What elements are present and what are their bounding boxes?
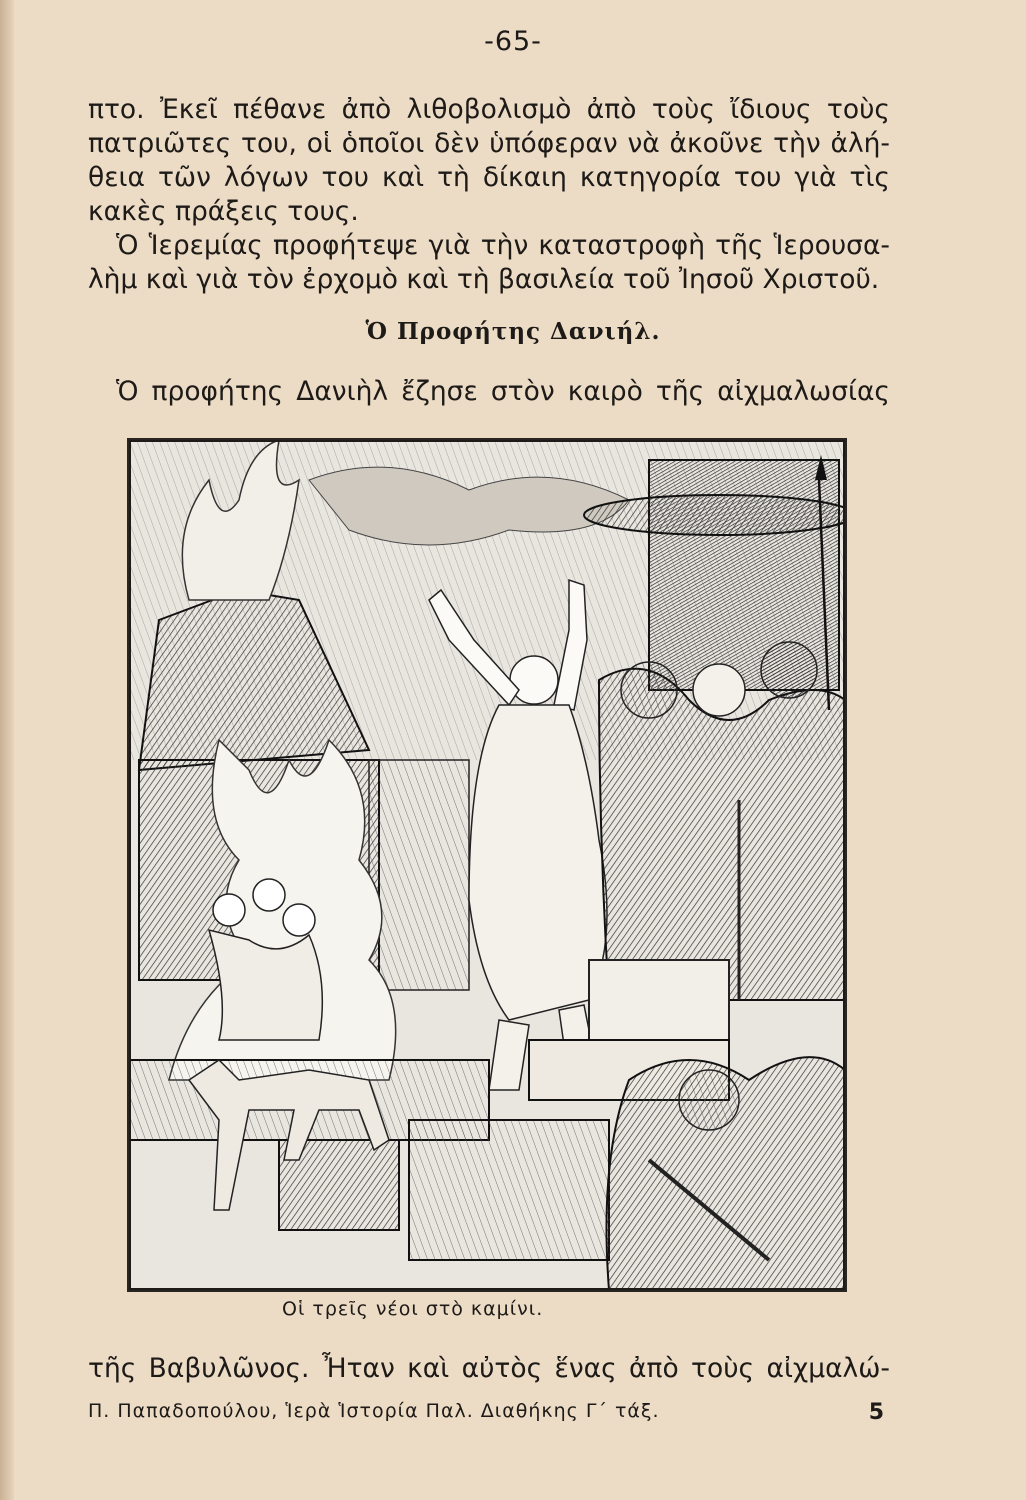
text-line: Ὁ προφήτης Δανιὴλ ἔζησε στὸν καιρὸ τῆς αἰχμαλωσίας <box>116 376 890 407</box>
footer-book-title: Π. Παπαδοπούλου, Ἱερὰ Ἱστορία Παλ. Διαθήκης Γ΄ τάξ. <box>88 1400 660 1422</box>
binding-gutter <box>0 0 14 1500</box>
page-footer <box>88 1400 884 1425</box>
text-line: θεια τῶν λόγων του καὶ τὴ δίκαιη κατηγορία του γιὰ τὶς <box>88 162 890 193</box>
text-line: λὴμ καὶ γιὰ τὸν ἐρχομὸ καὶ τὴ βασιλεία τοῦ Ἰησοῦ Χριστοῦ. <box>88 264 880 295</box>
paragraph-top <box>88 93 890 297</box>
text-line: πτο. Ἐκεῖ πέθανε ἀπὸ λιθοβολισμὸ ἀπὸ τοὺς ἴδιους τοὺς <box>88 94 890 125</box>
paragraph-daniel <box>88 375 890 409</box>
section-heading: Ὁ Προφήτης Δανιήλ. <box>365 318 661 345</box>
engraving-illustration <box>127 438 847 1292</box>
engraving-image <box>129 440 845 1290</box>
text-line: τῆς Βαβυλῶνος. Ἦταν καὶ αὐτὸς ἕνας ἀπὸ τοὺς αἰχμαλώ- <box>88 1353 890 1384</box>
text-line: Ὁ Ἱερεμίας προφήτεψε γιὰ τὴν καταστροφὴ τῆς Ἱερουσα- <box>116 230 890 261</box>
text-line: κακὲς πράξεις τους. <box>88 196 359 227</box>
footer-sheet-number: 5 <box>868 1400 884 1425</box>
paragraph-daniel-continued <box>88 1352 890 1386</box>
figure-caption: Οἱ τρεῖς νέοι στὸ καμίνι. <box>282 1298 544 1320</box>
text-line: πατριῶτες του, οἱ ὁποῖοι δὲν ὑπόφεραν νὰ ἀκοῦνε τὴν ἀλή- <box>88 128 890 159</box>
page-number: -65- <box>484 26 542 57</box>
